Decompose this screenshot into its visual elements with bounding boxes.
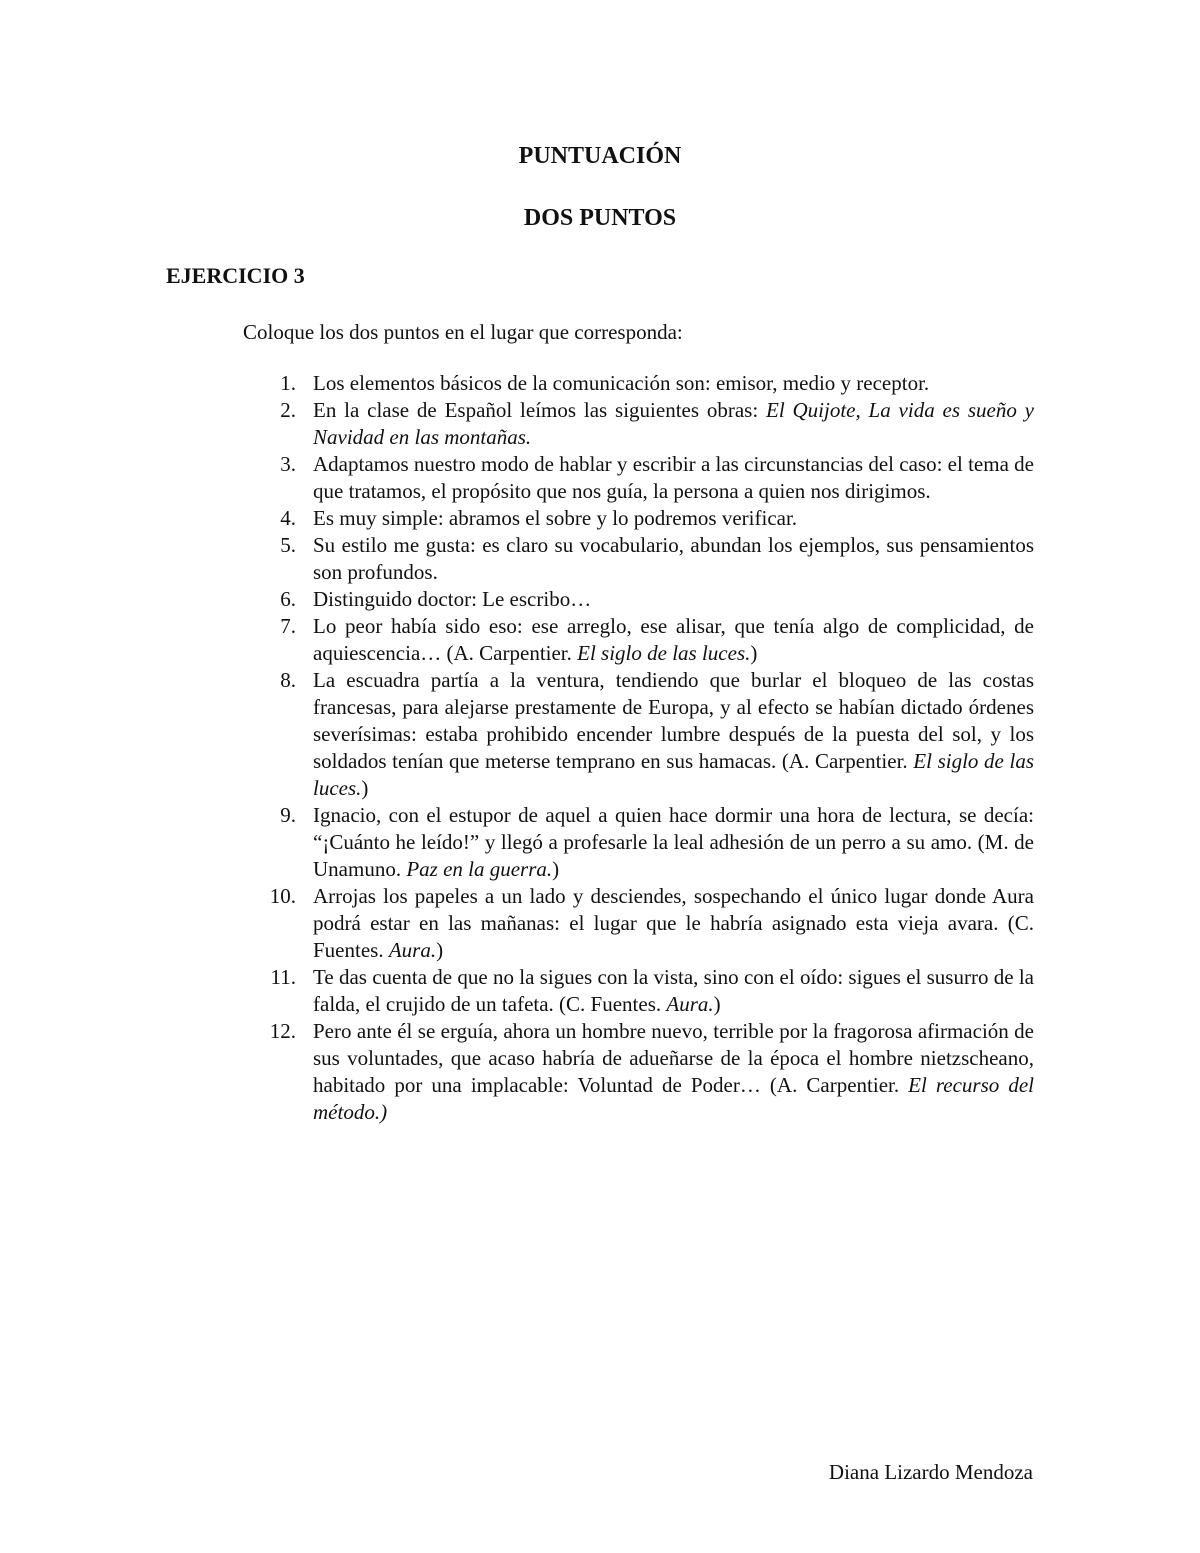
exercise-item <box>266 532 1034 586</box>
item-number: 1. <box>280 371 296 395</box>
item-text-segment: Su estilo me gusta: es claro su vocabulario, abundan los ejemplos, sus pensamientos son profundos. <box>313 533 1034 584</box>
item-text-segment: Es muy simple: abramos el sobre y lo podremos verificar. <box>313 506 798 530</box>
item-text-segment: ) <box>436 938 444 962</box>
item-text-segment: Los elementos básicos de la comunicación son: emisor, medio y receptor. <box>313 371 930 395</box>
item-text <box>313 1019 1034 1124</box>
item-number: 6. <box>280 587 296 611</box>
exercise-item <box>266 667 1034 802</box>
item-text <box>313 884 1034 962</box>
item-number: 11. <box>270 965 296 989</box>
work-title: El recurso del método.) <box>313 1073 1034 1124</box>
item-text <box>313 965 1034 1016</box>
item-text-segment: Pero ante él se erguía, ahora un hombre nuevo, terrible por la fragorosa afirmación de sus voluntades, que acaso habría de adueñarse de la época el hombre nietzscheano, habitado por una implacable: Voluntad de Poder… (A. Carpentier. <box>313 1019 1034 1097</box>
item-number: 9. <box>280 803 296 827</box>
work-title: El Quijote, La vida es sueño y Navidad en las montañas. <box>313 398 1034 449</box>
item-number: 5. <box>280 533 296 557</box>
item-text <box>313 614 1034 665</box>
item-text-segment: Ignacio, con el estupor de aquel a quien hace dormir una hora de lectura, se decía: “¡Cuánto he leído!” y llegó a profesarle la leal adhesión de un perro a su amo. (M. de Unamuno. <box>313 803 1034 881</box>
item-text <box>313 803 1034 881</box>
item-text <box>313 587 591 611</box>
item-text <box>313 371 929 395</box>
item-text-segment: ) <box>552 857 560 881</box>
item-number: 4. <box>280 506 296 530</box>
work-title: Aura. <box>666 992 714 1016</box>
work-title: El siglo de las luces. <box>313 749 1034 800</box>
item-text-segment: ) <box>361 776 369 800</box>
item-text-segment: La escuadra partía a la ventura, tendiendo que burlar el bloqueo de las costas francesas, para alejarse prestamente de Europa, y al efecto se habían dictado órdenes severísimas: estaba prohibido encender lumbre después de la puesta del sol, y los soldados tenían que meterse temprano en sus hamacas. (A. Carpentier. <box>313 668 1034 773</box>
item-number: 2. <box>280 398 296 422</box>
exercise-item <box>266 451 1034 505</box>
exercise-item <box>266 1018 1034 1126</box>
page-subtitle: DOS PUNTOS <box>523 205 677 231</box>
item-number: 8. <box>280 668 296 692</box>
author-name: Diana Lizardo Mendoza <box>828 1460 1033 1484</box>
item-text-segment: Lo peor había sido eso: ese arreglo, ese alisar, que tenía algo de complicidad, de aquiescencia… (A. Carpentier. <box>313 614 1034 665</box>
exercise-item <box>266 586 1034 613</box>
exercise-item <box>266 505 1034 532</box>
item-text <box>313 506 797 530</box>
item-text-segment: ) <box>713 992 721 1016</box>
item-text <box>313 533 1034 584</box>
page-title: PUNTUACIÓN <box>518 143 682 169</box>
exercise-item <box>266 802 1034 883</box>
work-title: Paz en la guerra. <box>406 857 553 881</box>
exercise-item <box>266 883 1034 964</box>
item-text-segment: Te das cuenta de que no la sigues con la vista, sino con el oído: sigues el susurro de la falda, el crujido de un tafeta. (C. Fuentes. <box>313 965 1034 1016</box>
work-title: El siglo de las luces. <box>577 641 751 665</box>
exercise-item <box>266 370 1034 397</box>
exercise-label: EJERCICIO 3 <box>166 263 305 288</box>
item-number: 12. <box>269 1019 296 1043</box>
item-number: 7. <box>280 614 296 638</box>
item-text <box>313 668 1034 800</box>
exercise-instruction: Coloque los dos puntos en el lugar que corresponda: <box>243 320 683 344</box>
item-text <box>313 398 1034 449</box>
exercise-item <box>266 613 1034 667</box>
item-number: 3. <box>280 452 296 476</box>
item-text-segment: Arrojas los papeles a un lado y desciendes, sospechando el único lugar donde Aura podrá estar en las mañanas: el lugar que le habría asignado esta vieja avara. (C. Fuentes. <box>313 884 1034 962</box>
item-number: 10. <box>269 884 296 908</box>
work-title: Aura. <box>388 938 437 962</box>
exercise-item <box>266 964 1034 1018</box>
item-text-segment: ) <box>750 641 758 665</box>
item-text <box>313 452 1034 503</box>
item-text-segment: En la clase de Español leímos las siguientes obras: <box>313 398 766 422</box>
item-text-segment: Adaptamos nuestro modo de hablar y escribir a las circunstancias del caso: el tema de que tratamos, el propósito que nos guía, la persona a quien nos dirigimos. <box>313 452 1034 503</box>
exercise-item <box>266 397 1034 451</box>
exercise-list <box>266 370 1034 1126</box>
item-text-segment: Distinguido doctor: Le escribo… <box>313 587 592 611</box>
